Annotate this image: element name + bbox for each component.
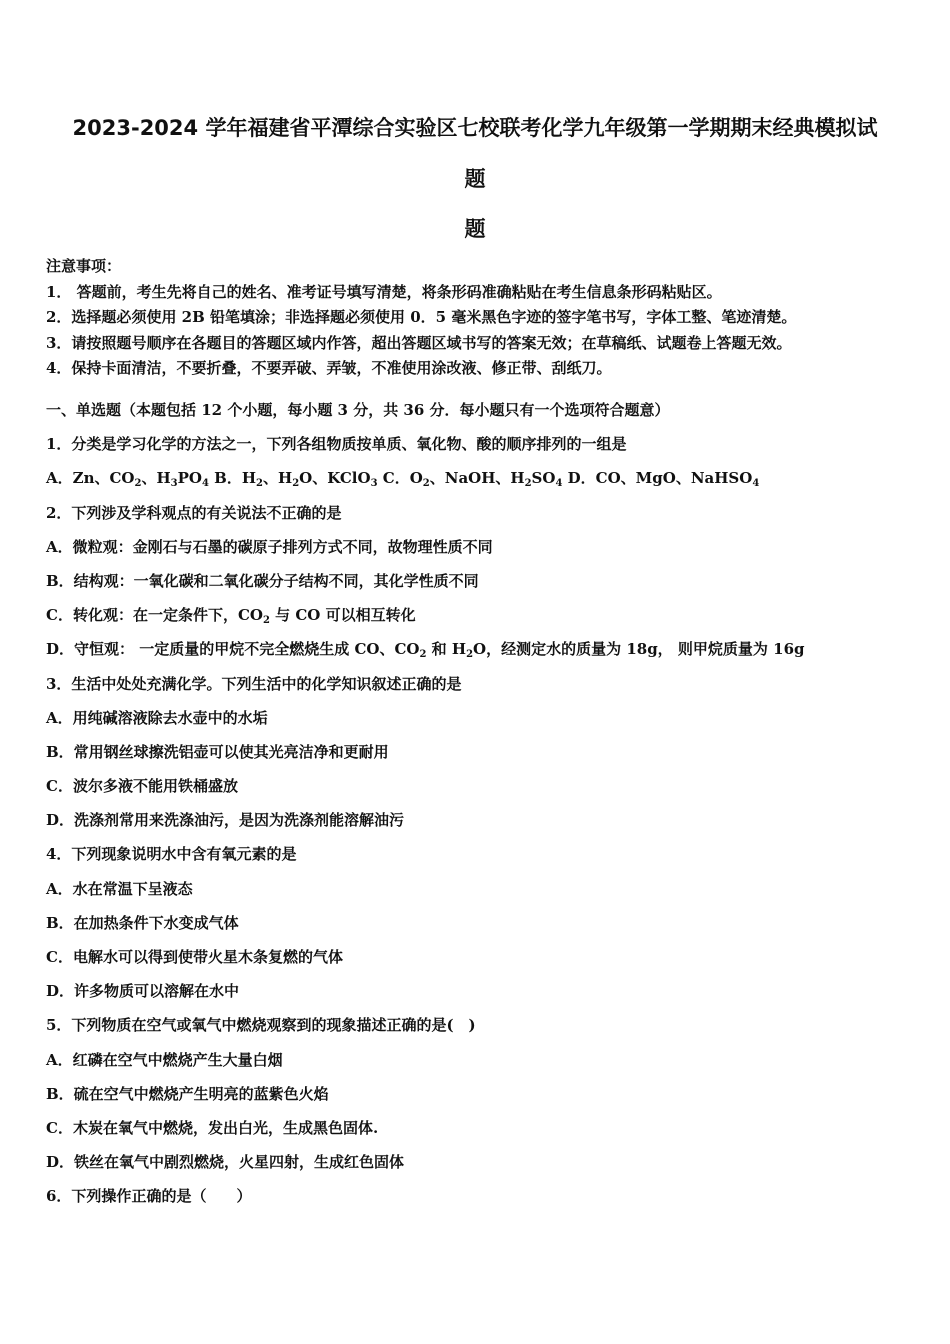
q5-option-a: A．红磷在空气中燃烧产生大量白烟: [46, 1050, 283, 1069]
question-6-stem: 6．下列操作正确的是（ ）: [46, 1187, 252, 1206]
q3-option-b: B．常用钢丝球擦洗铝壶可以使其光亮洁净和更耐用: [46, 742, 389, 761]
section-heading: 一、单选题（本题包括 12 个小题，每小题 3 分，共 36 分．每小题只有一个选项符合题意）: [46, 401, 670, 419]
q3-option-a: A．用纯碱溶液除去水壶中的水垢: [46, 708, 268, 727]
q4-option-b: B．在加热条件下水变成气体: [46, 913, 239, 932]
q1-option-a: A．Zn、$CO_2$、$H_3PO_4$: [46, 469, 209, 490]
q1-option-d: D．CO、MgO、NaHSO$_4$: [562, 469, 760, 490]
note-item: 2．选择题必须使用 2B 铅笔填涂；非选择题必须使用 0．5 毫米黑色字迹的签字笔书写，字体工整、笔迹清楚。: [46, 308, 797, 326]
single-choice-section: [46, 399, 926, 1220]
q2-option-d: D．守恒观： 一定质量的甲烷不完全燃烧生成 CO、$CO_2$ 和 $H_2O$，经测定水的质量为 18g， 则甲烷质量为 16g: [46, 640, 805, 661]
q4-option-d: D．许多物质可以溶解在水中: [46, 982, 240, 1001]
q4-option-a: A．水在常温下呈液态: [46, 879, 193, 898]
q1-option-b: B．$H_2$、$H_2O$、KClO$_3$: [208, 469, 378, 490]
note-item: 4．保持卡面清洁，不要折叠，不要弄破、弄皱，不准使用涂改液、修正带、刮纸刀。: [46, 359, 612, 377]
page-title-continued: 题: [464, 167, 486, 191]
q5-option-d: D．铁丝在氧气中剧烈燃烧，火星四射，生成红色固体: [46, 1153, 405, 1172]
question-1-options: [46, 467, 926, 501]
q3-option-c: C．波尔多液不能用铁桶盛放: [46, 777, 238, 796]
note-item: 3．请按照题号顺序在各题目的答题区域内作答，超出答题区域书写的答案无效；在草稿纸、试题卷上答题无效。: [46, 333, 792, 352]
q1-option-c: C．$O_2$、NaOH、$H_2SO_4$: [377, 469, 563, 490]
question-4-stem: 4．下列现象说明水中含有氧元素的是: [46, 845, 297, 864]
page-title: 2023-2024 学年福建省平潭综合实验区七校联考化学九年级第一学期期末经典模拟试: [72, 116, 878, 140]
notes-heading: 注意事项：: [46, 257, 122, 275]
question-1-stem: 1．分类是学习化学的方法之一，下列各组物质按单质、氧化物、酸的顺序排列的一组是: [46, 435, 627, 454]
q5-option-b: B．硫在空气中燃烧产生明亮的蓝紫色火焰: [46, 1084, 329, 1103]
q2-option-b: B．结构观：一氧化碳和二氧化碳分子结构不同，其化学性质不同: [46, 571, 479, 590]
q4-option-c: C．电解水可以得到使带火星木条复燃的气体: [46, 948, 343, 966]
notes-block: [46, 254, 916, 382]
question-3-stem: 3．生活中处处充满化学。下列生活中的化学知识叙述正确的是: [46, 674, 462, 693]
question-2-stem: 2．下列涉及学科观点的有关说法不正确的是: [46, 503, 342, 522]
q5-option-c: C．木炭在氧气中燃烧，发出白光，生成黑色固体.: [46, 1118, 379, 1137]
note-item: 1． 答题前，考生先将自己的姓名、准考证号填写清楚，将条形码准确粘贴在考生信息条形码粘贴区。: [46, 282, 722, 301]
question-5-stem: 5．下列物质在空气或氧气中燃烧观察到的现象描述正确的是( ): [46, 1016, 476, 1035]
page-subtitle: 题: [464, 217, 486, 241]
q2-option-c: C．转化观：在一定条件下，$CO_2$ 与 CO 可以相互转化: [46, 606, 416, 627]
q2-option-a: A．微粒观：金刚石与石墨的碳原子排列方式不同，故物理性质不同: [46, 537, 493, 556]
q3-option-d: D．洗涤剂常用来洗涤油污，是因为洗涤剂能溶解油污: [46, 811, 405, 830]
